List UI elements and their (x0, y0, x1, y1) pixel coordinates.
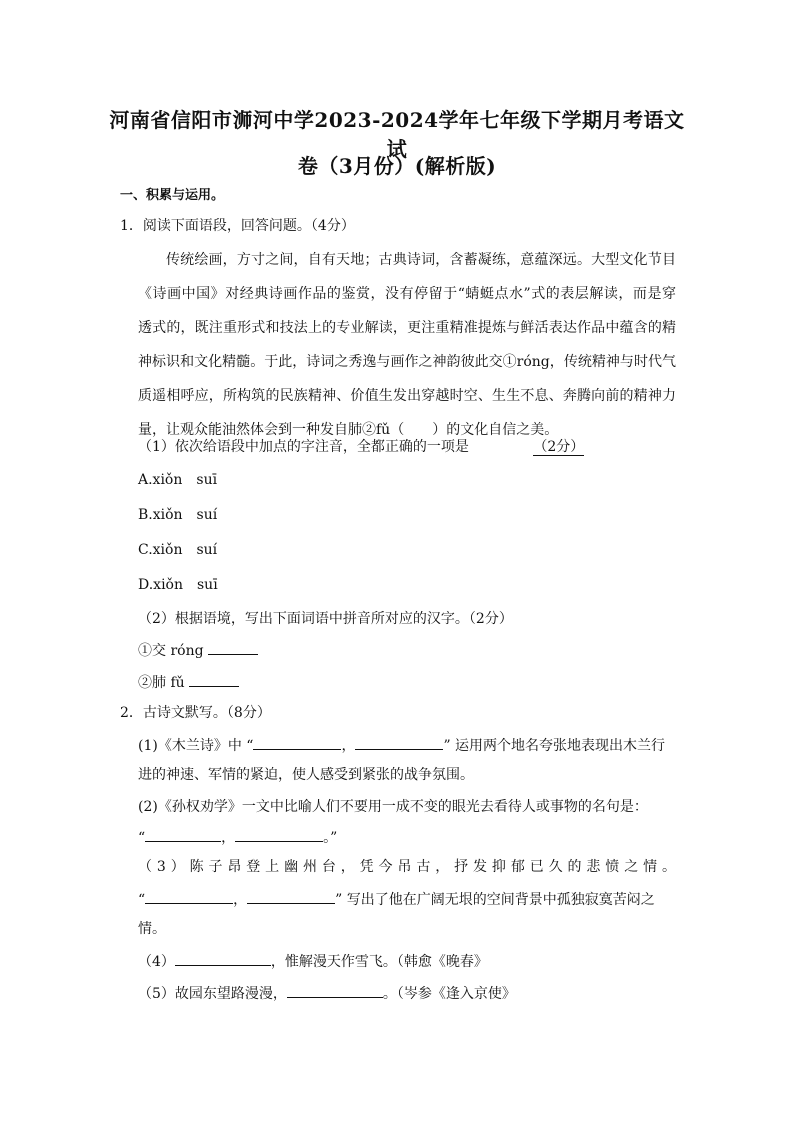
document-title-line-2: 卷（3月份）(解析版) (297, 154, 497, 178)
open-quote: “ (138, 830, 146, 846)
recite-4 (138, 951, 488, 972)
question-2-stem: 2．古诗文默写。（8分） (120, 705, 271, 721)
comma: ， (233, 892, 248, 908)
passage-line-2: 《诗画中国》对经典诗画作品的鉴赏，没有停留于“蜻蜓点水”式的表层解读，而是穿 (138, 286, 676, 302)
fill-item-1 (138, 640, 258, 661)
option-b: B.xiǒn suí (138, 507, 218, 523)
recite-3-line-1: （3）陈子昂登上幽州台，凭今吊古，抒发抑郁已久的悲愤之情。 (138, 859, 676, 875)
sub-question-1-text: （1）依次给语段中加点的字注音，全都正确的一项是 (138, 439, 469, 455)
recite-1-line-2: 进的神速、军情的紧迫，使人感受到紧张的战争氛围。 (138, 767, 474, 783)
answer-blank[interactable] (145, 889, 233, 904)
recite-3-suffix: ” 写出了他在广阔无垠的空间背景中孤独寂寞苦闷之 (335, 892, 655, 908)
question-1-stem: 1．阅读下面语段，回答问题。（4分） (120, 218, 355, 234)
passage-text: 传统绘画，方寸之间，自有天地；古典诗词，含蓄凝练，意蕴深远。大型文化节目 (166, 252, 676, 268)
fill-item-1-label: ①交 róng (138, 643, 204, 659)
close-quote: 。” (323, 830, 338, 846)
answer-blank[interactable] (145, 827, 221, 842)
comma: ， (221, 830, 236, 846)
fill-item-2 (138, 672, 239, 693)
recite-1-line-1 (138, 735, 665, 756)
sub-question-1 (138, 437, 584, 457)
document-title-line-1: 河南省信阳市浉河中学2023-2024学年七年级下学期月考语文试 (109, 108, 685, 161)
option-d: D.xiǒn suī (138, 577, 218, 593)
recite-4-number: （4） (138, 954, 175, 970)
option-c: C.xiǒn suí (138, 542, 218, 558)
answer-blank[interactable] (208, 640, 258, 655)
open-quote: “ (138, 892, 146, 908)
recite-3-line-2 (138, 889, 655, 910)
fill-item-2-label: ②肺 fǔ (138, 675, 185, 691)
passage-line-6: 量，让观众能油然体会到一种发自肺②fǔ（ ）的文化自信之美。 (138, 422, 559, 438)
recite-5 (138, 983, 516, 1004)
recite-4-text: ，惟解漫天作雪飞。（韩愈《晚春》 (270, 954, 488, 970)
recite-1-suffix: ” 运用两个地名夸张地表现出木兰行 (443, 738, 666, 754)
answer-blank[interactable] (189, 672, 239, 687)
recite-5-text: （5）故园东望路漫漫， (138, 986, 287, 1002)
comma: ， (341, 738, 356, 754)
passage-line-1 (138, 250, 676, 270)
section-heading: 一、积累与运用。 (120, 188, 225, 203)
passage-line-4: 神标识和文化精髓。于此，诗词之秀逸与画作之神韵彼此交①róng，传统精神与时代气 (138, 354, 676, 370)
recite-2-line-2 (138, 827, 337, 848)
sub-question-1-score: （2分） (533, 439, 585, 455)
answer-blank[interactable] (175, 951, 271, 966)
answer-blank[interactable] (473, 437, 533, 451)
passage-line-3: 透式的，既注重形式和技法上的专业解读，更注重精准提炼与鲜活表达作品中蕴含的精 (138, 320, 676, 336)
answer-blank[interactable] (253, 735, 341, 750)
sub-question-2: （2）根据语境，写出下面词语中拼音所对应的汉字。（2分） (138, 611, 513, 627)
passage-line-5: 质遥相呼应，所构筑的民族精神、价值生发出穿越时空、生生不息、奔腾向前的精神力 (138, 388, 676, 404)
answer-blank[interactable] (247, 889, 335, 904)
recite-2-line-1: (2)《孙权劝学》一文中比喻人们不要用一成不变的眼光去看待人或事物的名句是： (138, 799, 648, 815)
option-a: A.xiǒn suī (138, 472, 218, 488)
answer-blank[interactable] (287, 983, 383, 998)
recite-1-prefix: (1)《木兰诗》中 “ (138, 738, 254, 754)
answer-blank[interactable] (355, 735, 443, 750)
answer-blank[interactable] (235, 827, 323, 842)
recite-5-source: 。（岑参《逢入京使》 (382, 986, 516, 1002)
recite-3-line-3: 情。 (138, 921, 166, 937)
